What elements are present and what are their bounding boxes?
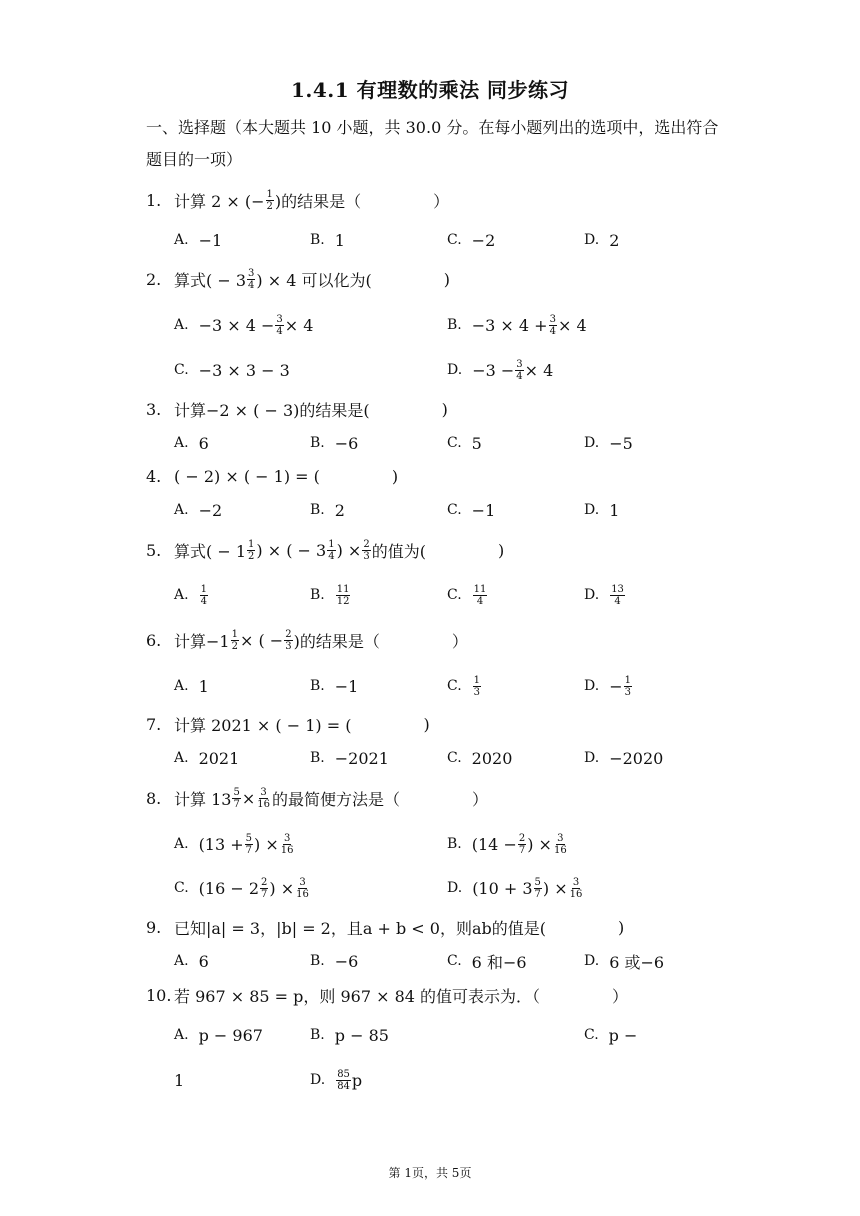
question-number: 4. — [146, 466, 162, 486]
question-6: 6. 计算−1 $\frac{1}{2}$ × ( − $\frac{2}{3}$ )的结果是（ ） — [146, 628, 468, 652]
option-b[interactable]: B. 2 — [310, 500, 345, 520]
question-9: 9. 已知|a| = 3，|b| = 2，且a + b < 0，则ab的值是( ) — [146, 917, 625, 938]
option-a[interactable]: A. 1 — [174, 676, 209, 696]
option-c[interactable]: C. −2 — [447, 230, 496, 250]
option-d[interactable]: D. 2 — [584, 230, 620, 250]
option-c[interactable]: C. $\frac{1}{3}$ — [447, 674, 481, 698]
option-a[interactable]: A. −3 × 4 − $\frac{3}{4}$ × 4 — [174, 313, 314, 337]
option-a[interactable]: A. 2021 — [174, 748, 240, 768]
fraction: $\frac{3}{4}$ — [248, 267, 255, 291]
option-a[interactable]: A. 6 — [174, 433, 209, 453]
option-b[interactable]: B. p − 85 — [310, 1025, 389, 1045]
option-c[interactable]: C. 5 — [447, 433, 482, 453]
option-b[interactable]: B. (14 − $\frac{2}{7}$ ) × $\frac{3}{16}$ — [447, 832, 567, 856]
page-title: 1.4.1 有理数的乘法 同步练习 — [290, 78, 570, 102]
option-d[interactable]: D. −2020 — [584, 748, 664, 768]
option-a[interactable]: A. $\frac{1}{4}$ — [174, 583, 207, 607]
question-number: 2. — [146, 269, 162, 289]
question-number: 8. — [146, 788, 162, 808]
option-a[interactable]: A. (13 + $\frac{5}{7}$ ) × $\frac{3}{16}$ — [174, 832, 294, 856]
option-a[interactable]: A. −2 — [174, 500, 223, 520]
option-b[interactable]: B. −6 — [310, 951, 359, 971]
option-a[interactable]: A. p − 967 — [174, 1025, 263, 1045]
question-4: 4. ( − 2) × ( − 1) = ( ) — [146, 466, 399, 486]
option-b[interactable]: B. −2021 — [310, 748, 389, 768]
question-3: 3. 计算−2 × ( − 3)的结果是( ) — [146, 399, 448, 420]
option-d[interactable]: D. 1 — [584, 500, 620, 520]
question-number: 6. — [146, 630, 162, 650]
option-c[interactable]: C. 6 和−6 — [447, 952, 527, 972]
option-c[interactable]: C. (16 − 2 $\frac{2}{7}$ ) × $\frac{3}{16}$ — [174, 876, 309, 900]
option-c[interactable]: C. −1 — [447, 500, 496, 520]
question-1: 1. 计算 2 × (− $\frac{1}{2}$ )的结果是（ ） — [146, 188, 450, 212]
question-number: 5. — [146, 540, 162, 560]
question-number: 7. — [146, 714, 162, 734]
question-5: 5. 算式( − 1 $\frac{1}{2}$ ) × ( − 3 $\frac{1}{4}$ ) × $\frac{2}{3}$ 的值为( ) — [146, 538, 505, 562]
question-7: 7. 计算 2021 × ( − 1) = ( ) — [146, 714, 430, 735]
option-c[interactable]: C. $\frac{11}{4}$ — [447, 583, 487, 607]
option-d[interactable]: D. $\frac{13}{4}$ — [584, 583, 624, 607]
option-b[interactable]: B. $\frac{11}{12}$ — [310, 583, 350, 607]
question-2: 2. 算式( − 3 $\frac{3}{4}$ ) × 4 可以化为( ) — [146, 267, 450, 291]
option-c-continuation: 1 — [174, 1070, 185, 1090]
option-a[interactable]: A. 6 — [174, 951, 209, 971]
option-d[interactable]: D. −3 − $\frac{3}{4}$ × 4 — [447, 358, 554, 382]
section-heading: 一、选择题（本大题共 10 小题，共 30.0 分。在每小题列出的选项中，选出符合题目的一项） — [146, 118, 719, 169]
question-number: 9. — [146, 917, 162, 937]
option-d[interactable]: D. − $\frac{1}{3}$ — [584, 674, 631, 698]
option-b[interactable]: B. −1 — [310, 676, 359, 696]
option-b[interactable]: B. −6 — [310, 433, 359, 453]
option-c[interactable]: C. −3 × 3 − 3 — [174, 360, 290, 380]
question-number: 10. — [146, 985, 172, 1005]
question-number: 3. — [146, 399, 162, 419]
question-10: 10. 若 967 × 85 = p，则 967 × 84 的值可表示为．（ ） — [146, 985, 629, 1006]
option-a[interactable]: A. −1 — [174, 230, 223, 250]
question-8: 8. 计算 13 $\frac{5}{7}$ × $\frac{3}{16}$ 的最简便方法是（ ） — [146, 786, 488, 810]
option-d[interactable]: D. (10 + 3 $\frac{5}{7}$ ) × $\frac{3}{16}$ — [447, 876, 583, 900]
fraction: $\frac{1}{2}$ — [266, 188, 273, 212]
page-footer: 第 1页，共 5页 — [388, 1166, 472, 1180]
option-d[interactable]: D. 6 或−6 — [584, 952, 665, 972]
option-b[interactable]: B. −3 × 4 + $\frac{3}{4}$ × 4 — [447, 313, 587, 337]
option-b[interactable]: B. 1 — [310, 230, 345, 250]
option-c[interactable]: C. 2020 — [447, 748, 513, 768]
option-d[interactable]: D. −5 — [584, 433, 633, 453]
option-d[interactable]: D. $\frac{85}{84}$ p — [310, 1068, 363, 1092]
question-number: 1. — [146, 190, 162, 210]
option-c[interactable]: C. p − — [584, 1025, 638, 1045]
